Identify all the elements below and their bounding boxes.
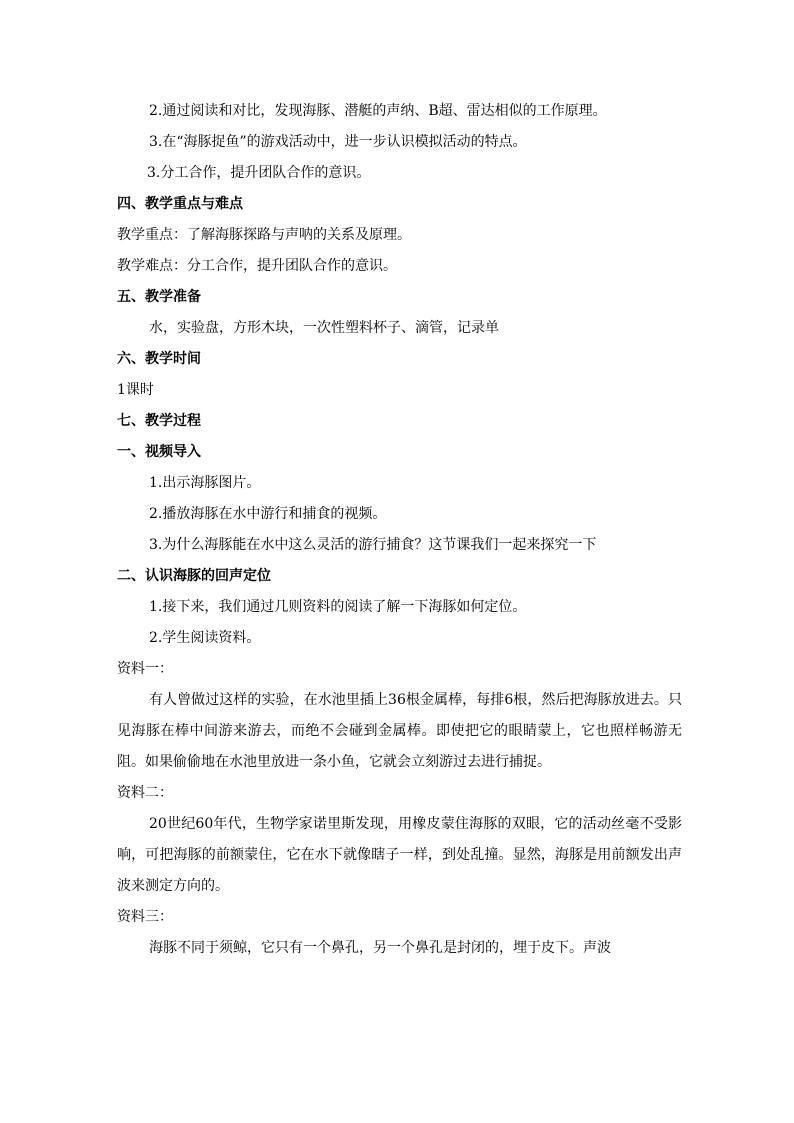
step-item: 3.为什么海豚能在水中这么灵活的游行捕食？这节课我们一起来探究一下 bbox=[149, 537, 597, 553]
part-heading-video-intro: 一、视频导入 bbox=[117, 444, 201, 460]
material-label: 资料三： bbox=[117, 909, 173, 925]
document-body bbox=[117, 96, 682, 964]
material-paragraph: 海豚不同于须鲸，它只有一个鼻孔，另一个鼻孔是封闭的，埋于皮下。声波 bbox=[149, 940, 611, 956]
key-point-text: 教学重点：了解海豚探路与声呐的关系及原理。 bbox=[117, 227, 411, 243]
materials-list: 水，实验盘，方形木块，一次性塑料杯子、滴管，记录单 bbox=[149, 320, 499, 336]
step-item: 2.学生阅读资料。 bbox=[149, 630, 261, 646]
material-paragraph: 有人曾做过这样的实验，在水池里插上36根金属棒，每排6根，然后把海豚放进去。只见海豚在棒中间游来游去，而绝不会碰到金属棒。即使把它的眼睛蒙上，它也照样畅游无阻。如果偷偷地在水池里放进一条小鱼，它就会立刻游过去进行捕捉。 bbox=[117, 692, 682, 770]
step-item: 1.接下来，我们通过几则资料的阅读了解一下海豚如何定位。 bbox=[149, 599, 527, 615]
material-label: 资料二： bbox=[117, 785, 173, 801]
objective-item: 3.分工合作，提升团队合作的意识。 bbox=[147, 165, 371, 181]
objective-item: 3.在“海豚捉鱼”的游戏活动中，进一步认识模拟活动的特点。 bbox=[149, 134, 527, 150]
section-heading-time: 六、教学时间 bbox=[117, 351, 201, 367]
step-item: 1.出示海豚图片。 bbox=[149, 475, 261, 491]
section-heading-preparation: 五、教学准备 bbox=[117, 289, 201, 305]
section-heading-key-points: 四、教学重点与难点 bbox=[117, 196, 243, 212]
material-paragraph: 20世纪60年代，生物学家诺里斯发现，用橡皮蒙住海豚的双眼，它的活动丝毫不受影响，可把海豚的前额蒙住，它在水下就像瞎子一样，到处乱撞。显然，海豚是用前额发出声波来测定方向的。 bbox=[117, 816, 682, 894]
difficulty-text: 教学难点：分工合作，提升团队合作的意识。 bbox=[117, 258, 397, 274]
objective-item: 2.通过阅读和对比，发现海豚、潜艇的声纳、B超、雷达相似的工作原理。 bbox=[149, 103, 607, 119]
step-item: 2.播放海豚在水中游行和捕食的视频。 bbox=[149, 506, 387, 522]
material-label: 资料一： bbox=[117, 661, 173, 677]
duration-text: 1课时 bbox=[117, 382, 154, 398]
section-heading-process: 七、教学过程 bbox=[117, 413, 201, 429]
part-heading-echolocation: 二、认识海豚的回声定位 bbox=[117, 568, 271, 584]
